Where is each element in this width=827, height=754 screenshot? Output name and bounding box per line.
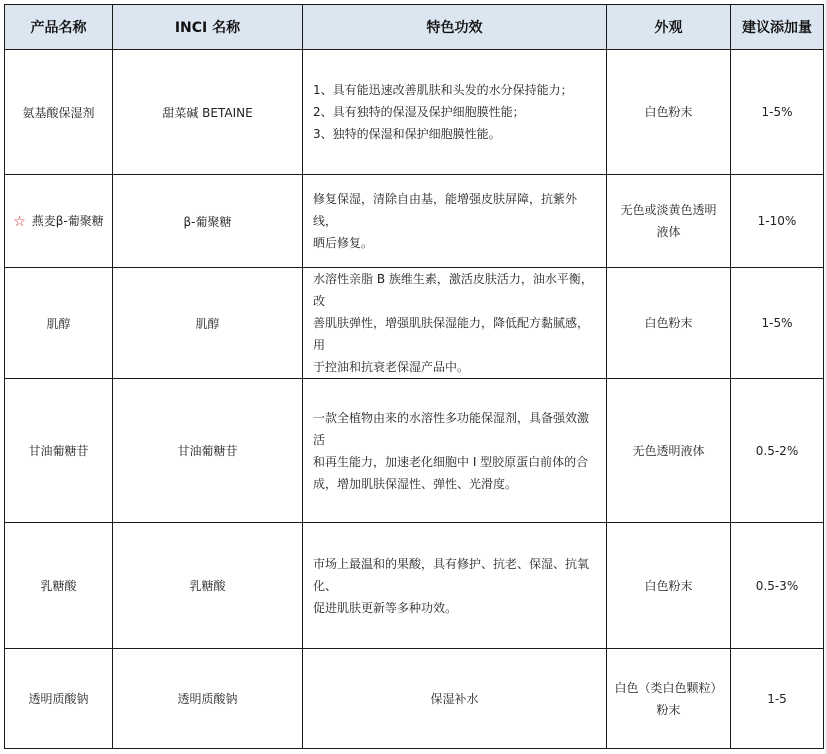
appearance-line: 白色粉末 bbox=[644, 316, 693, 330]
cell-dosage: 1-5 bbox=[731, 649, 824, 749]
cell-dosage: 1-5% bbox=[731, 268, 824, 379]
appearance-line: 白色（类白色颗粒） bbox=[614, 680, 723, 695]
appearance-line: 白色粉末 bbox=[644, 578, 693, 593]
header-product-name: 产品名称 bbox=[5, 5, 113, 50]
cell-product-name: 氨基酸保湿剂 bbox=[5, 50, 113, 175]
header-effect: 特色功效 bbox=[303, 5, 607, 50]
effect-line: 市场上最温和的果酸，具有修护、抗老、保湿、抗氧化、 bbox=[313, 556, 590, 593]
table-row bbox=[5, 523, 824, 649]
cell-appearance bbox=[607, 379, 731, 523]
header-inci-name: INCI 名称 bbox=[113, 5, 303, 50]
effect-line: 保湿补水 bbox=[430, 691, 479, 706]
table-row bbox=[5, 50, 824, 175]
appearance-line: 白色粉末 bbox=[644, 105, 693, 119]
effect-line: 水溶性亲脂 B 族维生素，激活皮肤活力，油水平衡，改 bbox=[313, 272, 593, 308]
effect-line: 和再生能力，加速老化细胞中 I 型胶原蛋白前体的合 bbox=[313, 454, 589, 469]
cell-appearance bbox=[607, 268, 731, 379]
cell-product-name: 透明质酸钠 bbox=[5, 649, 113, 749]
appearance-line: 粉末 bbox=[656, 702, 681, 717]
cell-appearance bbox=[607, 649, 731, 749]
table-row bbox=[5, 175, 824, 268]
cell-dosage: 0.5-3% bbox=[731, 523, 824, 649]
cell-appearance bbox=[607, 523, 731, 649]
cell-effect bbox=[303, 523, 607, 649]
product-name-text: 燕麦β-葡聚糖 bbox=[31, 214, 104, 228]
cell-product-name: 甘油葡糖苷 bbox=[5, 379, 113, 523]
cell-effect bbox=[303, 379, 607, 523]
cell-inci-name: 透明质酸钠 bbox=[113, 649, 303, 749]
cell-effect bbox=[303, 175, 607, 268]
cell-effect bbox=[303, 50, 607, 175]
table-header-row bbox=[5, 5, 824, 50]
effect-line: 2、具有独特的保湿及保护细胞膜性能； bbox=[313, 105, 525, 119]
table-body bbox=[5, 50, 824, 749]
appearance-line: 液体 bbox=[656, 225, 681, 239]
header-dosage: 建议添加量 bbox=[731, 5, 824, 50]
table-row bbox=[5, 379, 824, 523]
star-icon: ☆ bbox=[13, 214, 26, 230]
cell-dosage: 0.5-2% bbox=[731, 379, 824, 523]
appearance-line: 无色或淡黄色透明 bbox=[620, 203, 717, 217]
cell-appearance bbox=[607, 175, 731, 268]
effect-line: 3、独特的保湿和保护细胞膜性能。 bbox=[313, 127, 501, 141]
effect-line: 修复保湿，清除自由基，能增强皮肤屏障，抗紫外线， bbox=[313, 192, 578, 228]
effect-line: 1、具有能迅速改善肌肤和头发的水分保持能力； bbox=[313, 83, 573, 97]
header-appearance: 外观 bbox=[607, 5, 731, 50]
effect-line: 成，增加肌肤保湿性、弹性、光滑度。 bbox=[313, 476, 518, 491]
cell-product-name: 肌醇 bbox=[5, 268, 113, 379]
effect-line: 善肌肤弹性，增强肌肤保湿能力，降低配方黏腻感，用 bbox=[313, 316, 590, 352]
cell-inci-name: 甘油葡糖苷 bbox=[113, 379, 303, 523]
effect-line: 一款全植物由来的水溶性多功能保湿剂，具备强效激活 bbox=[313, 410, 590, 447]
cell-dosage: 1-5% bbox=[731, 50, 824, 175]
ingredient-table bbox=[4, 4, 824, 749]
cell-effect bbox=[303, 649, 607, 749]
cell-inci-name: 甜菜碱 BETAINE bbox=[113, 50, 303, 175]
effect-line: 于控油和抗衰老保湿产品中。 bbox=[313, 360, 470, 374]
appearance-line: 无色透明液体 bbox=[632, 443, 705, 458]
table-row bbox=[5, 268, 824, 379]
effect-line: 促进肌肤更新等多种功效。 bbox=[313, 600, 458, 615]
cell-appearance bbox=[607, 50, 731, 175]
cell-inci-name: 肌醇 bbox=[113, 268, 303, 379]
cell-product-name bbox=[5, 175, 113, 268]
effect-line: 晒后修复。 bbox=[313, 236, 374, 250]
cell-effect bbox=[303, 268, 607, 379]
cell-product-name: 乳糖酸 bbox=[5, 523, 113, 649]
cell-dosage: 1-10% bbox=[731, 175, 824, 268]
table-row bbox=[5, 649, 824, 749]
cell-inci-name: β-葡聚糖 bbox=[113, 175, 303, 268]
cell-inci-name: 乳糖酸 bbox=[113, 523, 303, 649]
